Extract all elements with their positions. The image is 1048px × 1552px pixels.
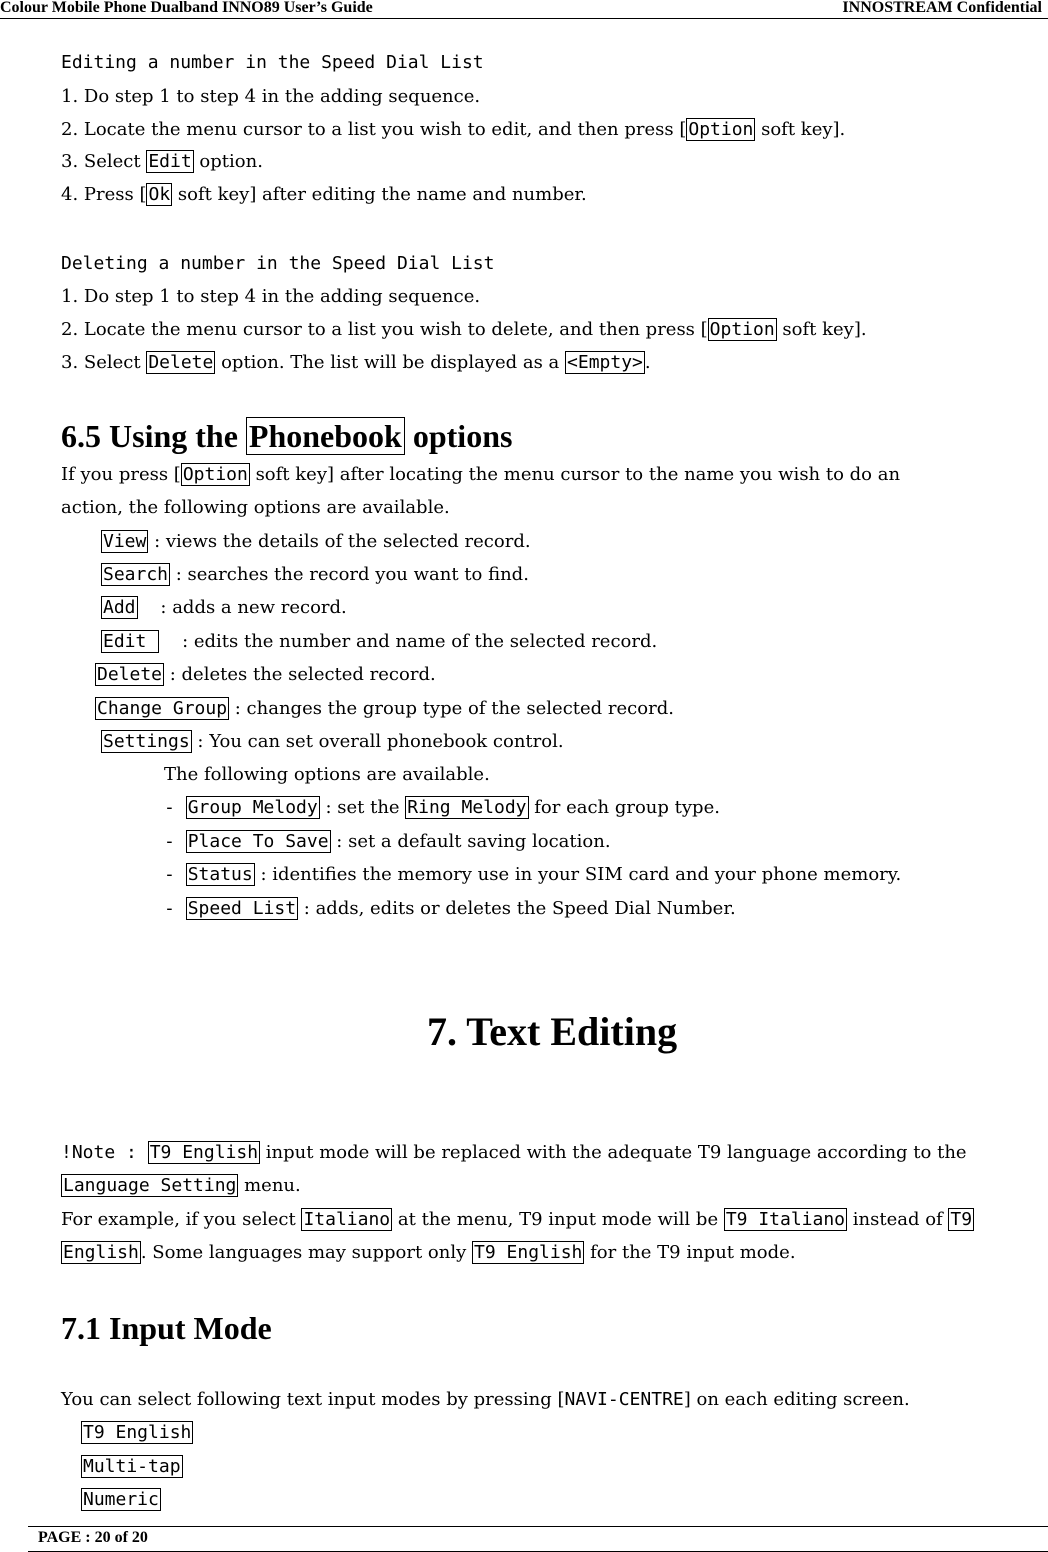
input-mode-intro: You can select following text input modes by pressing [NAVI-CENTRE] on each editing screen. bbox=[61, 1389, 910, 1410]
example-line-2: English . Some languages may support only T9 English for the T9 input mode. bbox=[63, 1242, 796, 1263]
input-mode-heading: 7.1 Input Mode bbox=[61, 1310, 272, 1346]
add-key: Add bbox=[103, 597, 136, 618]
edit-key: Edit bbox=[148, 151, 192, 172]
change-group-key: Change Group bbox=[97, 698, 228, 719]
page-number: PAGE : 20 of 20 bbox=[38, 1529, 148, 1546]
text-editing-heading: 7. Text Editing bbox=[427, 1009, 678, 1054]
t9-english-key: T9 English bbox=[474, 1242, 583, 1263]
italiano-key: Italiano bbox=[303, 1209, 391, 1230]
settings-key: Settings bbox=[103, 731, 190, 752]
language-setting-key: Language Setting bbox=[63, 1175, 237, 1196]
option-key: Option bbox=[182, 464, 248, 485]
page-footer bbox=[28, 1526, 1048, 1552]
edit-step-3: 3. Select Edit option. bbox=[61, 151, 263, 172]
header-confidential: INNOSTREAM Confidential bbox=[842, 0, 1042, 16]
mode-numeric: Numeric bbox=[83, 1489, 159, 1510]
edit-section-title: Editing a number in the Speed Dial List bbox=[61, 52, 484, 73]
t9-english-key: T9 English bbox=[149, 1142, 259, 1163]
search-key: Search bbox=[103, 564, 169, 585]
delete-section-title: Deleting a number in the Speed Dial List bbox=[61, 253, 495, 274]
settings-place-to-save: - Place To Save : set a default saving location. bbox=[164, 831, 611, 852]
option-edit: Edit : edits the number and name of the selected record. bbox=[103, 631, 658, 652]
page-header bbox=[0, 0, 1048, 19]
delete-step-2: 2. Locate the menu cursor to a list you wish to delete, and then press [ Option soft key]. bbox=[61, 319, 867, 340]
settings-group-melody: - Group Melody : set the Ring Melody for each group type. bbox=[164, 797, 720, 818]
example-line-1: For example, if you select Italiano at the menu, T9 input mode will be T9 Italiano instead of T9 bbox=[61, 1209, 973, 1230]
place-to-save-key: Place To Save bbox=[187, 831, 329, 852]
delete-key: Delete bbox=[97, 664, 163, 685]
mode-multi-tap: Multi-tap bbox=[83, 1456, 181, 1477]
ring-melody-key: Ring Melody bbox=[407, 797, 527, 818]
edit-step-2: 2. Locate the menu cursor to a list you wish to edit, and then press [ Option soft key]. bbox=[61, 119, 846, 140]
option-delete: Delete : deletes the selected record. bbox=[97, 664, 436, 685]
settings-intro: The following options are available. bbox=[164, 764, 490, 785]
option-change-group: Change Group : changes the group type of the selected record. bbox=[97, 698, 674, 719]
mode-t9-english: T9 English bbox=[83, 1422, 192, 1443]
english-key: English bbox=[63, 1242, 139, 1263]
status-key: Status bbox=[187, 864, 253, 885]
option-settings: Settings : You can set overall phonebook control. bbox=[103, 731, 564, 752]
phonebook-options-heading: 6.5 Using the Phonebook options bbox=[61, 418, 513, 454]
option-key: Option bbox=[709, 319, 775, 340]
t9-key: T9 bbox=[950, 1209, 973, 1230]
edit-step-4: 4. Press [ Ok soft key] after editing the name and number. bbox=[61, 184, 587, 205]
note-line-1: !Note : T9 English input mode will be replaced with the adequate T9 language according to the bbox=[61, 1142, 967, 1163]
option-search: Search : searches the record you want to find. bbox=[103, 564, 529, 585]
phonebook-intro-2: action, the following options are available. bbox=[61, 497, 450, 518]
empty-label: <Empty> bbox=[567, 352, 643, 373]
speed-list-key: Speed List bbox=[187, 898, 297, 919]
ok-key: Ok bbox=[148, 184, 171, 205]
settings-speed-list: - Speed List : adds, edits or deletes the Speed Dial Number. bbox=[164, 898, 736, 919]
view-key: View bbox=[103, 531, 147, 552]
delete-step-3: 3. Select Delete option. The list will be displayed as a <Empty> . bbox=[61, 352, 651, 373]
phonebook-intro: If you press [ Option soft key] after locating the menu cursor to the name you wish to do an bbox=[61, 464, 901, 485]
delete-key: Delete bbox=[148, 352, 214, 373]
edit-key: Edit bbox=[103, 631, 158, 652]
note-line-2: Language Setting menu. bbox=[63, 1175, 301, 1196]
t9-italiano-key: T9 Italiano bbox=[725, 1209, 846, 1230]
option-key: Option bbox=[688, 119, 754, 140]
phonebook-key: Phonebook bbox=[246, 417, 405, 455]
delete-step-1: 1. Do step 1 to step 4 in the adding sequence. bbox=[61, 286, 481, 307]
settings-status: - Status : identifies the memory use in your SIM card and your phone memory. bbox=[164, 864, 902, 885]
navi-centre-key: NAVI-CENTRE bbox=[564, 1389, 684, 1410]
header-title: Colour Mobile Phone Dualband INNO89 User’s Guide bbox=[0, 0, 373, 16]
edit-step-1: 1. Do step 1 to step 4 in the adding sequence. bbox=[61, 86, 481, 107]
option-add: Add : adds a new record. bbox=[103, 597, 347, 618]
option-view: View : views the details of the selected record. bbox=[103, 531, 531, 552]
group-melody-key: Group Melody bbox=[187, 797, 318, 818]
